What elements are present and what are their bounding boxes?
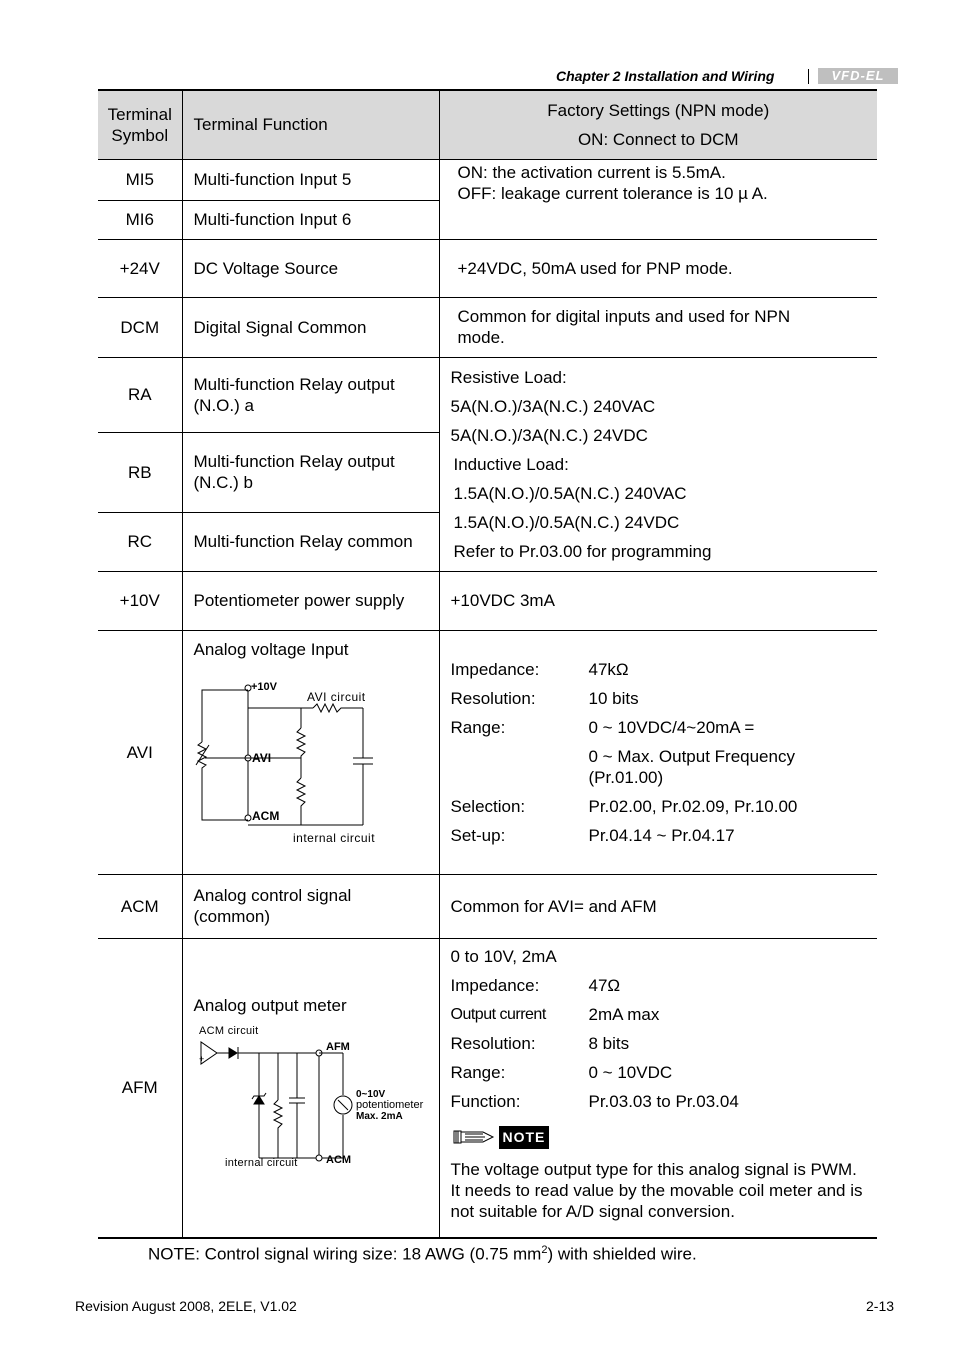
diagram-label-volt: 0~10V [355,1089,385,1101]
relay-line: 1.5A(N.O.)/0.5A(N.C.) 240VAC [453,483,687,503]
function-10v: Potentiometer power supply [182,571,439,630]
settings-relay [439,357,877,571]
diagram-label-internal: internal circuit [292,830,375,845]
diagram-label-afm: AFM [325,1041,350,1054]
label-resolution: Resolution: [450,1033,536,1053]
value-impedance: 47kΩ [588,659,629,679]
label-impedance: Impedance: [450,975,540,995]
function-afm [182,938,439,1238]
label-selection: Selection: [450,796,526,816]
table-row [98,297,877,357]
header-settings-line1: Factory Settings (NPN mode) [547,100,770,120]
value-range: 0 ~ 10VDC [588,1062,673,1082]
function-avi [182,630,439,874]
diagram-label-avi-circuit: AVI circuit [306,689,366,704]
relay-line: 5A(N.O.)/3A(N.C.) 240VAC [450,396,656,416]
relay-line: Refer to Pr.03.00 for programming [453,541,712,561]
wiring-note [148,1244,697,1265]
settings-avi [439,630,877,874]
diagram-label-internal: internal circuit [224,1157,298,1170]
diagram-label-10v: +10V [250,680,277,693]
value-selection: Pr.02.00, Pr.02.09, Pr.10.00 [588,796,798,816]
table-row [98,159,877,200]
diagram-label-max: Max. 2mA [355,1111,403,1123]
value-intro: 0 to 10V, 2mA [450,946,557,966]
header-settings-line2: ON: Connect to DCM [577,129,739,149]
symbol-dcm: DCM [98,297,182,357]
label-output-current: Output current [450,1005,546,1023]
note-badge [453,1126,550,1149]
header-symbol: Terminal Symbol [98,90,182,159]
label-function: Function: [450,1091,521,1111]
diagram-label-acm-circuit: ACM circuit [198,1025,259,1038]
settings-afm [439,938,877,1238]
wiring-note-prefix: NOTE: Control signal wiring size: 18 AWG (0.75 mm [148,1244,542,1264]
settings-acm: Common for AVI= and AFM [439,874,877,938]
afm-settings-grid [451,946,870,1112]
symbol-10v: +10V [98,571,182,630]
header-function: Terminal Function [182,90,439,159]
value-resolution: 8 bits [588,1033,630,1053]
value-resolution: 10 bits [588,688,639,708]
table-row [98,874,877,938]
avi-settings-grid [451,659,878,846]
value-range: 0 ~ 10VDC/4~20mA = [588,717,755,737]
relay-line: 1.5A(N.O.)/0.5A(N.C.) 24VDC [453,512,680,532]
table-row [98,630,877,874]
wiring-note-suffix: ) with shielded wire. [547,1244,697,1264]
symbol-mi5: MI5 [98,159,182,200]
diagram-label-acm: ACM [325,1154,351,1167]
function-acm: Analog control signal (common) [182,874,439,938]
value-setup: Pr.04.14 ~ Pr.04.17 [588,825,735,845]
value-function: Pr.03.03 to Pr.03.04 [588,1091,739,1111]
symbol-24v: +24V [98,239,182,297]
settings-24v: +24VDC, 50mA used for PNP mode. [439,239,877,297]
relay-line: Resistive Load: [450,367,567,387]
header-settings [439,90,877,159]
terminal-table [98,89,877,1239]
function-ra: Multi-function Relay output (N.O.) a [182,357,439,432]
vfd-el-logo: VFD-EL [818,68,898,84]
value-output-current: 2mA max [588,1004,660,1024]
page-number: 2-13 [866,1298,895,1314]
diagram-label-avi: AVI [251,750,271,765]
function-dcm: Digital Signal Common [182,297,439,357]
value-range-2: 0 ~ Max. Output Frequency (Pr.01.00) [588,746,795,787]
afm-circuit-diagram [193,1020,433,1170]
table-header-row [98,90,877,159]
revision-footer: Revision August 2008, 2ELE, V1.02 [75,1298,297,1314]
mi-off: OFF: leakage current tolerance is 10 µ A. [457,183,768,203]
opamp-plus-icon: + [198,1054,204,1065]
settings-mi [439,159,877,239]
symbol-acm: ACM [98,874,182,938]
label-impedance: Impedance: [450,659,540,679]
diagram-label-pot: potentiometer [355,1099,423,1112]
table-row [98,571,877,630]
relay-line: Inductive Load: [453,454,569,474]
symbol-ra: RA [98,357,182,432]
settings-dcm: Common for digital inputs and used for NPN mode. [439,297,877,357]
avi-circuit-diagram [193,660,393,845]
header-divider [808,69,809,84]
mi-on: ON: the activation current is 5.5mA. [457,162,726,182]
settings-10v: +10VDC 3mA [439,571,877,630]
label-resolution: Resolution: [450,688,536,708]
symbol-rb: RB [98,432,182,512]
diagram-label-acm: ACM [251,808,279,823]
afm-note-text: The voltage output type for this analog signal is PWM. It needs to read value by the movable coil meter and is not suitable for A/D signal conversion. [450,1159,863,1221]
relay-line: 5A(N.O.)/3A(N.C.) 24VDC [450,425,648,445]
symbol-afm: AFM [98,938,182,1238]
label-range: Range: [450,1062,506,1082]
table-row [98,239,877,297]
afm-function-label: Analog output meter [193,996,347,1016]
value-impedance: 47Ω [588,975,621,995]
label-empty [451,746,589,788]
symbol-mi6: MI6 [98,200,182,239]
function-24v: DC Voltage Source [182,239,439,297]
function-rb: Multi-function Relay output (N.C.) b [182,432,439,512]
function-rc: Multi-function Relay common [182,512,439,571]
function-mi5: Multi-function Input 5 [182,159,439,200]
chapter-title: Chapter 2 Installation and Wiring [556,68,775,84]
note-label: NOTE [499,1126,550,1149]
label-setup: Set-up: [450,825,506,845]
table-row [98,357,877,432]
label-range: Range: [450,717,506,737]
symbol-rc: RC [98,512,182,571]
table-row [98,938,877,1238]
symbol-avi: AVI [98,630,182,874]
avi-function-label: Analog voltage Input [193,639,349,659]
wiring-note-sup: 2 [541,1244,548,1256]
function-mi6: Multi-function Input 6 [182,200,439,239]
pointing-hand-icon [453,1126,499,1148]
